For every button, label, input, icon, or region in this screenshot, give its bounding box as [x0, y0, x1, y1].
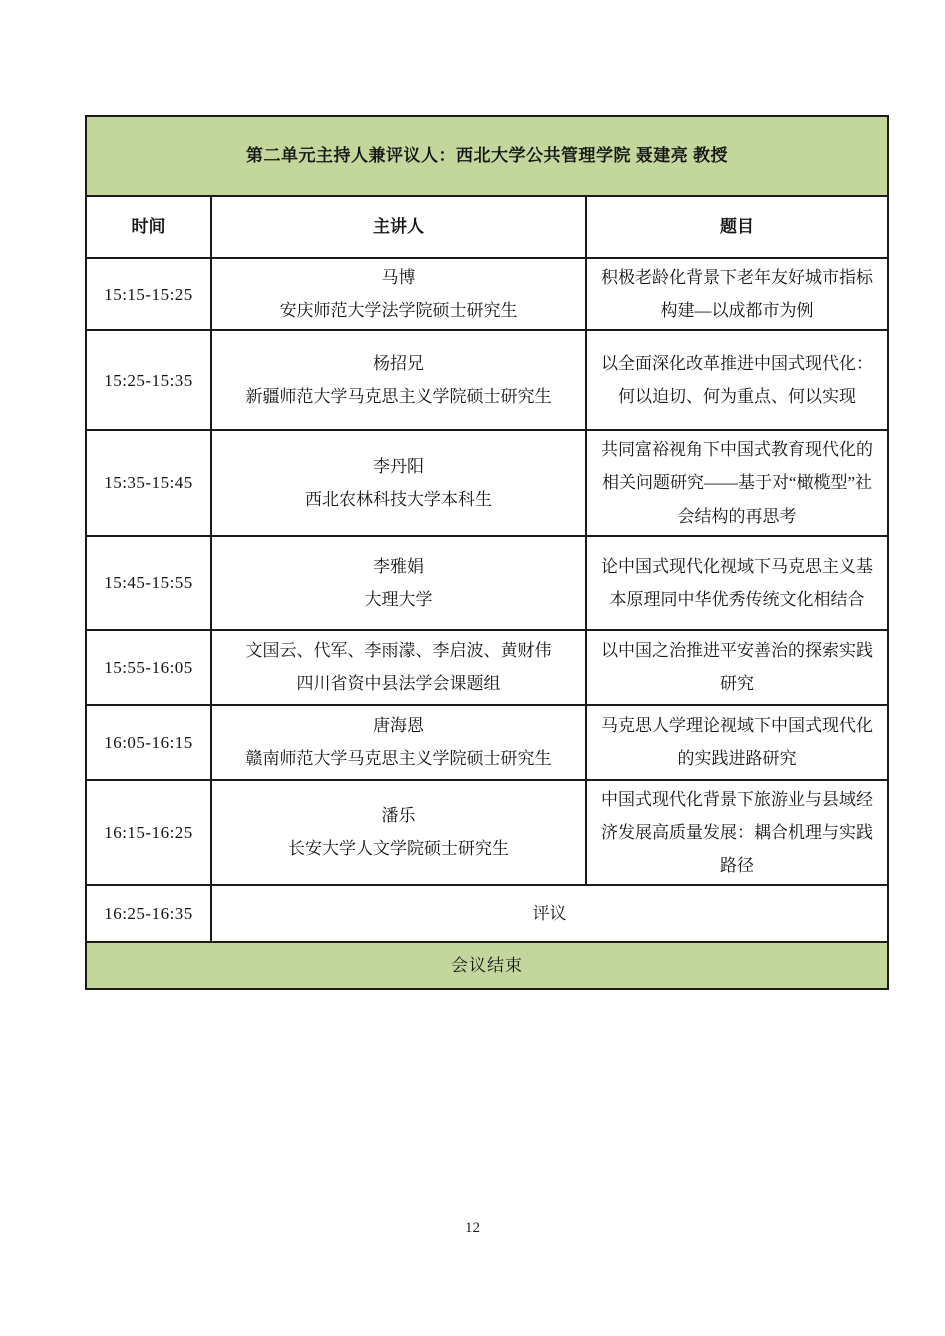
table-row [86, 705, 888, 780]
table-row [86, 330, 888, 430]
table-row [86, 780, 888, 885]
speaker-name: 李丹阳 [373, 456, 424, 476]
table-row [86, 630, 888, 705]
speaker-name: 文国云、代军、李雨濛、李启波、黄财伟 [245, 641, 552, 661]
title-cell: 论中国式现代化视域下马克思主义基本原理同中华优秀传统文化相结合 [586, 536, 888, 630]
review-time-cell: 16:25-16:35 [86, 885, 211, 942]
meeting-end-row [86, 942, 888, 989]
time-cell: 16:05-16:15 [86, 705, 211, 780]
review-label-cell: 评议 [211, 885, 888, 942]
speaker-affiliation: 赣南师范大学马克思主义学院硕士研究生 [245, 749, 552, 769]
col-header-title: 题目 [586, 196, 888, 258]
time-cell: 16:15-16:25 [86, 780, 211, 885]
col-header-speaker: 主讲人 [211, 196, 586, 258]
speaker-cell [211, 780, 586, 885]
time-cell: 15:15-15:25 [86, 258, 211, 330]
page-number: 12 [465, 1220, 480, 1236]
speaker-affiliation: 四川省资中县法学会课题组 [296, 674, 501, 694]
time-cell: 15:25-15:35 [86, 330, 211, 430]
title-cell: 共同富裕视角下中国式教育现代化的相关问题研究——基于对“橄榄型”社会结构的再思考 [586, 430, 888, 535]
time-cell: 15:55-16:05 [86, 630, 211, 705]
speaker-cell [211, 536, 586, 630]
col-header-time: 时间 [86, 196, 211, 258]
title-cell: 积极老龄化背景下老年友好城市指标构建—以成都市为例 [586, 258, 888, 330]
title-cell: 中国式现代化背景下旅游业与县域经济发展高质量发展：耦合机理与实践路径 [586, 780, 888, 885]
time-cell: 15:35-15:45 [86, 430, 211, 535]
speaker-affiliation: 新疆师范大学马克思主义学院硕士研究生 [245, 387, 552, 407]
speaker-name: 李雅娟 [373, 556, 424, 576]
table-row [86, 430, 888, 535]
column-header-row [86, 196, 888, 258]
speaker-affiliation: 大理大学 [364, 589, 433, 609]
speaker-cell [211, 258, 586, 330]
speaker-cell [211, 430, 586, 535]
speaker-affiliation: 西北农林科技大学本科生 [305, 489, 492, 509]
speaker-cell [211, 330, 586, 430]
speaker-cell [211, 630, 586, 705]
schedule-table [85, 115, 889, 990]
speaker-name: 潘乐 [381, 806, 416, 826]
title-cell: 以中国之治推进平安善治的探索实践研究 [586, 630, 888, 705]
time-cell: 15:45-15:55 [86, 536, 211, 630]
session-header: 第二单元主持人兼评议人：西北大学公共管理学院 聂建亮 教授 [86, 116, 888, 196]
table-row [86, 258, 888, 330]
session-header-row [86, 116, 888, 196]
speaker-name: 马博 [381, 268, 416, 287]
speaker-name: 唐海恩 [373, 716, 424, 736]
title-cell: 以全面深化改革推进中国式现代化：何以迫切、何为重点、何以实现 [586, 330, 888, 430]
title-cell: 马克思人学理论视域下中国式现代化的实践进路研究 [586, 705, 888, 780]
speaker-name: 杨招兄 [373, 354, 424, 374]
review-row [86, 885, 888, 942]
meeting-end-cell: 会议结束 [86, 942, 888, 989]
speaker-affiliation: 安庆师范大学法学院硕士研究生 [279, 301, 518, 321]
table-row [86, 536, 888, 630]
speaker-cell [211, 705, 586, 780]
speaker-affiliation: 长安大学人文学院硕士研究生 [288, 839, 509, 859]
